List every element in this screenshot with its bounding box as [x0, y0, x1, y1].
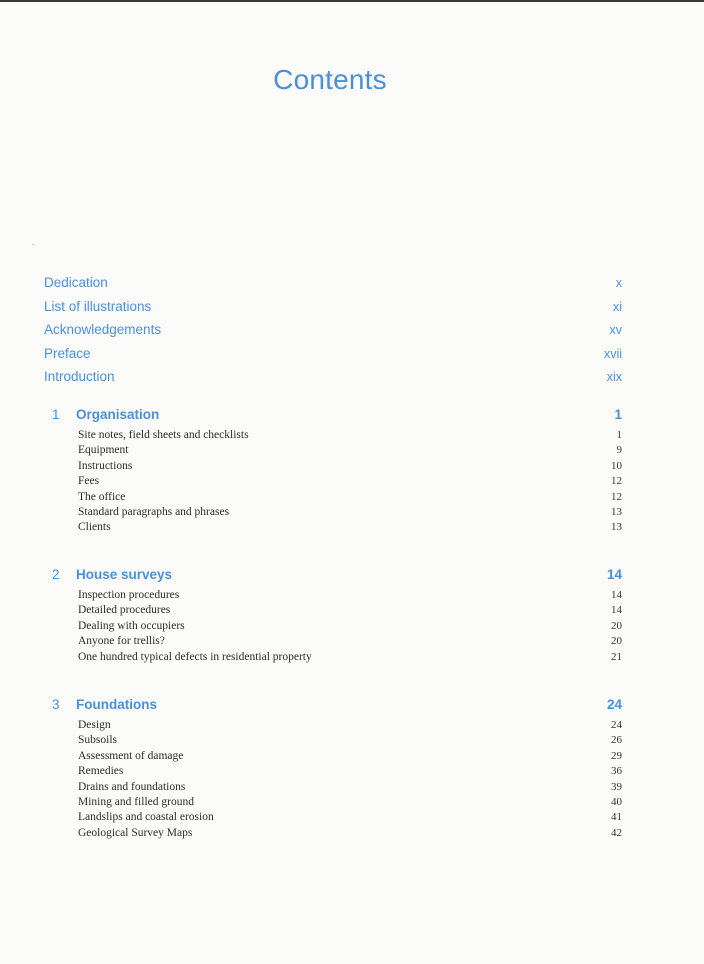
chapter-2 — [52, 567, 622, 666]
toc-page-number: 20 — [611, 619, 622, 632]
toc-page-number: 36 — [611, 765, 622, 778]
toc-label: Landslips and coastal erosion — [78, 811, 214, 824]
toc-entry[interactable] — [78, 521, 622, 536]
chapter-title: Foundations — [76, 697, 157, 712]
toc-page-number: 13 — [611, 505, 622, 518]
toc-label: Preface — [44, 345, 91, 361]
toc-entry[interactable] — [78, 781, 622, 796]
toc-page-number: xv — [609, 323, 622, 338]
chapter-title: House surveys — [76, 567, 173, 582]
toc-label: Site notes, field sheets and checklists — [78, 429, 249, 441]
toc-entry[interactable] — [78, 429, 622, 444]
toc-entry[interactable] — [78, 719, 622, 734]
toc-label: Mining and filled ground — [78, 795, 194, 808]
toc-entry[interactable] — [78, 765, 622, 780]
chapter-number: 2 — [52, 567, 60, 582]
chapter-number: 3 — [52, 697, 60, 712]
toc-label: Introduction — [44, 369, 115, 385]
page-top-edge — [0, 0, 704, 2]
toc-label: One hundred typical defects in residential property — [78, 650, 312, 663]
toc-entry[interactable] — [78, 460, 622, 475]
front-matter-list — [44, 275, 622, 393]
toc-label: Subsoils — [78, 734, 117, 747]
toc-entry[interactable] — [78, 750, 622, 765]
toc-entry-dedication[interactable] — [44, 275, 622, 299]
chapter-page-number: 14 — [606, 567, 622, 582]
toc-page-number: 12 — [611, 475, 622, 488]
toc-label: Assessment of damage — [78, 749, 184, 762]
toc-page-number: 41 — [611, 811, 622, 824]
toc-page-number: xix — [606, 370, 622, 385]
toc-page-number: 13 — [611, 521, 622, 534]
toc-label: Acknowledgements — [44, 322, 162, 338]
toc-entry[interactable] — [78, 620, 622, 635]
toc-entry[interactable] — [78, 589, 622, 604]
toc-entry[interactable] — [78, 796, 622, 811]
toc-entry[interactable] — [78, 604, 622, 619]
chapter-entries — [52, 429, 622, 537]
toc-page-number: 26 — [611, 734, 622, 747]
toc-entry[interactable] — [78, 651, 622, 666]
chapter-entries — [52, 589, 622, 666]
toc-page-number: x — [615, 276, 622, 290]
chapter-title: Organisation — [76, 407, 160, 422]
toc-label: Dealing with occupiers — [78, 619, 185, 632]
chapter-page-number: 24 — [606, 697, 622, 712]
toc-label: Instructions — [78, 459, 133, 472]
toc-page-number: 39 — [611, 780, 622, 793]
toc-entry[interactable] — [78, 444, 622, 459]
scan-speck: - — [32, 240, 35, 249]
toc-page-number: xvii — [603, 346, 622, 361]
chapter-heading[interactable] — [52, 407, 622, 429]
toc-page-number: 10 — [611, 459, 622, 472]
toc-page-number: 24 — [611, 719, 622, 731]
toc-label: Clients — [78, 521, 111, 534]
toc-label: Geological Survey Maps — [78, 826, 193, 839]
toc-page-number: 12 — [611, 490, 622, 503]
page-title: Contents — [273, 64, 387, 95]
toc-entry[interactable] — [78, 635, 622, 650]
toc-label: Anyone for trellis? — [78, 635, 165, 648]
toc-page-number: 1 — [616, 429, 622, 441]
chapter-3 — [52, 697, 622, 842]
toc-page-number: 21 — [611, 650, 622, 663]
toc-entry-introduction[interactable] — [44, 369, 622, 393]
toc-page-number: 14 — [611, 604, 622, 617]
toc-label: Remedies — [78, 765, 124, 778]
chapter-1 — [52, 407, 622, 537]
toc-page-number: 29 — [611, 749, 622, 762]
toc-label: Detailed procedures — [78, 604, 171, 617]
toc-entry[interactable] — [78, 827, 622, 842]
chapter-heading[interactable] — [52, 567, 622, 589]
toc-label: The office — [78, 490, 126, 503]
toc-label: Inspection procedures — [78, 589, 180, 601]
toc-page-number: 14 — [611, 589, 622, 601]
toc-entry[interactable] — [78, 475, 622, 490]
toc-page-number: 40 — [611, 795, 622, 808]
toc-page-number: xi — [612, 299, 622, 314]
toc-label: Design — [78, 719, 111, 731]
toc-entry[interactable] — [78, 506, 622, 521]
toc-entry[interactable] — [78, 811, 622, 826]
toc-entry-acknowledgements[interactable] — [44, 322, 622, 346]
toc-label: Drains and foundations — [78, 780, 186, 793]
chapter-page-number: 1 — [614, 407, 622, 422]
toc-entry-list-of-illustrations[interactable] — [44, 299, 622, 323]
toc-label: Fees — [78, 475, 100, 488]
toc-page-number: 9 — [616, 444, 622, 457]
chapter-number: 1 — [52, 407, 60, 422]
toc-entry[interactable] — [78, 491, 622, 506]
toc-page-number: 20 — [611, 635, 622, 648]
toc-page-number: 42 — [611, 826, 622, 839]
toc-entry[interactable] — [78, 734, 622, 749]
toc-label: List of illustrations — [44, 298, 152, 314]
toc-label: Standard paragraphs and phrases — [78, 505, 230, 518]
toc-entry-preface[interactable] — [44, 346, 622, 370]
chapter-heading[interactable] — [52, 697, 622, 719]
chapter-entries — [52, 719, 622, 842]
toc-label: Dedication — [44, 275, 108, 290]
toc-label: Equipment — [78, 444, 129, 457]
